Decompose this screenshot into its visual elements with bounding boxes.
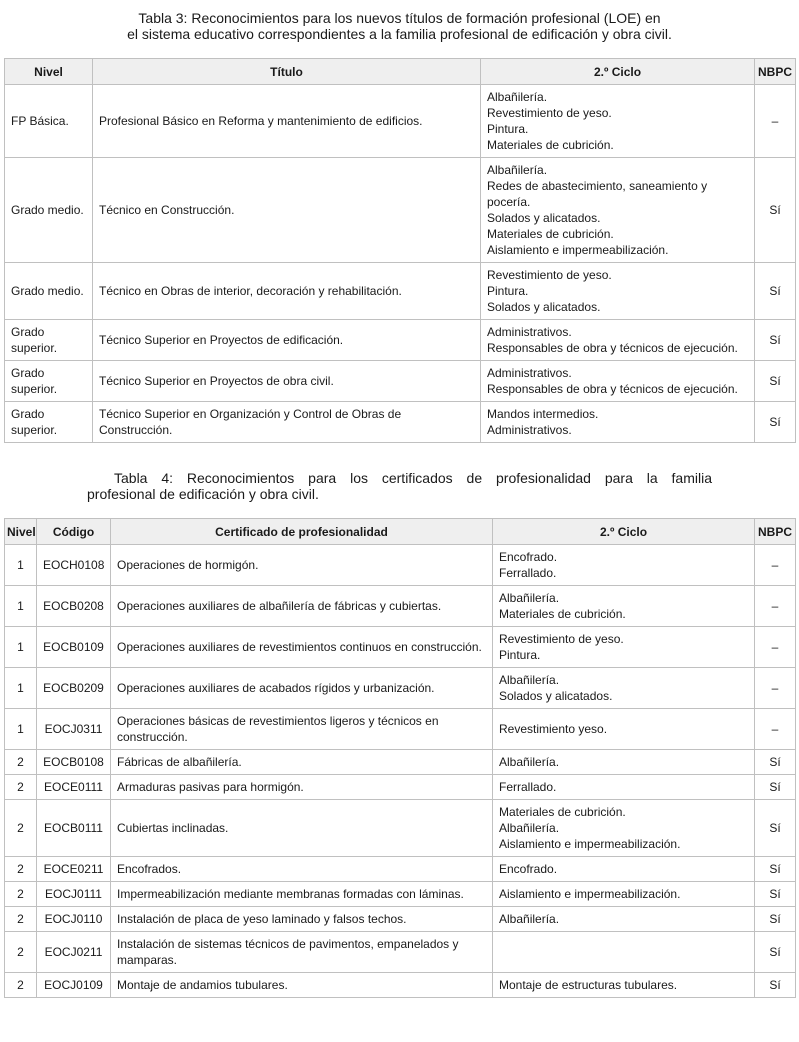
nbpc-cell: Sí xyxy=(755,750,796,775)
nivel-cell: 2 xyxy=(5,932,37,973)
ciclo-line: Montaje de estructuras tubulares. xyxy=(499,978,678,992)
nivel-cell: Grado medio. xyxy=(5,158,93,263)
ciclo-line: Ferrallado. xyxy=(499,780,557,794)
codigo-cell: EOCJ0111 xyxy=(37,882,111,907)
nbpc-cell: Sí xyxy=(755,973,796,998)
ciclo-line: Mandos intermedios. xyxy=(487,407,599,421)
ciclo-line: Albañilería. xyxy=(499,591,560,605)
titulo-cell: Técnico en Construcción. xyxy=(93,158,481,263)
certificado-cell: Operaciones auxiliares de acabados rígidos y urbanización. xyxy=(111,668,493,709)
nbpc-cell: Sí xyxy=(755,361,796,402)
nbpc-cell: Sí xyxy=(755,158,796,263)
nivel-cell: 2 xyxy=(5,882,37,907)
ciclo-line: Albañilería. xyxy=(499,821,560,835)
codigo-cell: EOCB0109 xyxy=(37,627,111,668)
table-row xyxy=(5,750,796,775)
ciclo-line: Solados y alicatados. xyxy=(487,211,601,225)
certificado-cell: Instalación de placa de yeso laminado y falsos techos. xyxy=(111,907,493,932)
ciclo-cell xyxy=(493,750,755,775)
ciclo-line: Administrativos. xyxy=(487,423,572,437)
nivel-cell: 1 xyxy=(5,709,37,750)
titulo-cell: Técnico en Obras de interior, decoración y rehabilitación. xyxy=(93,263,481,320)
table-row xyxy=(5,775,796,800)
table4 xyxy=(4,518,796,998)
table-row xyxy=(5,668,796,709)
certificado-cell: Encofrados. xyxy=(111,857,493,882)
nivel-cell: 2 xyxy=(5,857,37,882)
ciclo-cell xyxy=(493,627,755,668)
table-row xyxy=(5,882,796,907)
ciclo-line: Aislamiento e impermeabilización. xyxy=(499,887,681,901)
nbpc-cell: Sí xyxy=(755,857,796,882)
nbpc-cell: – xyxy=(755,709,796,750)
certificado-cell: Impermeabilización mediante membranas formadas con láminas. xyxy=(111,882,493,907)
ciclo-cell xyxy=(493,668,755,709)
codigo-cell: EOCB0209 xyxy=(37,668,111,709)
table3-col-header-titulo: Título xyxy=(93,59,481,85)
nbpc-cell: Sí xyxy=(755,907,796,932)
ciclo-cell xyxy=(493,882,755,907)
table4-col-header-nivel: Nivel xyxy=(5,519,37,545)
codigo-cell: EOCJ0109 xyxy=(37,973,111,998)
certificado-cell: Fábricas de albañilería. xyxy=(111,750,493,775)
ciclo-line: Revestimiento de yeso. xyxy=(487,268,612,282)
nbpc-cell: – xyxy=(755,627,796,668)
ciclo-cell xyxy=(493,586,755,627)
nbpc-cell: – xyxy=(755,545,796,586)
nivel-cell: Grado medio. xyxy=(5,263,93,320)
table4-col-header-certificado: Certificado de profesionalidad xyxy=(111,519,493,545)
codigo-cell: EOCE0111 xyxy=(37,775,111,800)
nbpc-cell: Sí xyxy=(755,882,796,907)
codigo-cell: EOCB0108 xyxy=(37,750,111,775)
table4-col-header-codigo: Código xyxy=(37,519,111,545)
ciclo-line: Albañilería. xyxy=(499,673,560,687)
table-row xyxy=(5,361,796,402)
ciclo-line: Materiales de cubrición. xyxy=(499,805,626,819)
nivel-cell: 2 xyxy=(5,750,37,775)
certificado-cell: Operaciones auxiliares de revestimientos continuos en construcción. xyxy=(111,627,493,668)
ciclo-line: Administrativos. xyxy=(487,325,572,339)
table-row xyxy=(5,709,796,750)
ciclo-line: Ferrallado. xyxy=(499,566,557,580)
table-row xyxy=(5,158,796,263)
codigo-cell: EOCJ0311 xyxy=(37,709,111,750)
nbpc-cell: Sí xyxy=(755,320,796,361)
table-row xyxy=(5,800,796,857)
table3-caption-line-2: el sistema educativo correspondientes a la familia profesional de edificación y obra civil. xyxy=(127,26,672,42)
certificado-cell: Cubiertas inclinadas. xyxy=(111,800,493,857)
table-row xyxy=(5,320,796,361)
table3 xyxy=(4,58,796,443)
ciclo-line: Albañilería. xyxy=(499,912,560,926)
nbpc-cell: Sí xyxy=(755,800,796,857)
nbpc-cell: – xyxy=(755,586,796,627)
ciclo-cell xyxy=(493,775,755,800)
nbpc-cell: Sí xyxy=(755,263,796,320)
ciclo-line: Aislamiento e impermeabilización. xyxy=(487,243,669,257)
ciclo-line: Materiales de cubrición. xyxy=(499,607,626,621)
nivel-cell: 2 xyxy=(5,800,37,857)
titulo-cell: Técnico Superior en Proyectos de obra civil. xyxy=(93,361,481,402)
table3-header-row xyxy=(5,59,796,85)
nivel-cell: FP Básica. xyxy=(5,85,93,158)
titulo-cell: Técnico Superior en Proyectos de edificación. xyxy=(93,320,481,361)
ciclo-line: Albañilería. xyxy=(499,755,560,769)
ciclo-line: Revestimiento de yeso. xyxy=(499,632,624,646)
table-row xyxy=(5,263,796,320)
ciclo-line: Materiales de cubrición. xyxy=(487,138,614,152)
codigo-cell: EOCH0108 xyxy=(37,545,111,586)
ciclo-cell xyxy=(493,973,755,998)
ciclo-line: Administrativos. xyxy=(487,366,572,380)
table4-caption xyxy=(87,470,712,502)
table4-caption-line-1: Tabla 4: Reconocimientos para los certificados de profesionalidad para la familia xyxy=(114,470,712,486)
nbpc-cell: – xyxy=(755,668,796,709)
table4-col-header-nbpc: NBPC xyxy=(755,519,796,545)
ciclo-line: Pintura. xyxy=(499,648,541,662)
ciclo-line: Albañilería. xyxy=(487,90,548,104)
ciclo-cell xyxy=(493,545,755,586)
ciclo-line: Albañilería. xyxy=(487,163,548,177)
table3-col-header-ciclo: 2.º Ciclo xyxy=(481,59,755,85)
table-row xyxy=(5,586,796,627)
ciclo-line: Materiales de cubrición. xyxy=(487,227,614,241)
nivel-cell: Grado superior. xyxy=(5,320,93,361)
ciclo-cell xyxy=(481,320,755,361)
ciclo-line: Encofrado. xyxy=(499,550,558,564)
table-row xyxy=(5,402,796,443)
table3-caption-line-1: Tabla 3: Reconocimientos para los nuevos títulos de formación profesional (LOE) en xyxy=(138,10,661,26)
nivel-cell: 2 xyxy=(5,907,37,932)
certificado-cell: Montaje de andamios tubulares. xyxy=(111,973,493,998)
table3-col-header-nbpc: NBPC xyxy=(755,59,796,85)
certificado-cell: Instalación de sistemas técnicos de pavimentos, empanelados y mamparas. xyxy=(111,932,493,973)
nbpc-cell: – xyxy=(755,85,796,158)
ciclo-line: Revestimiento de yeso. xyxy=(487,106,612,120)
nbpc-cell: Sí xyxy=(755,932,796,973)
ciclo-cell xyxy=(493,800,755,857)
codigo-cell: EOCB0111 xyxy=(37,800,111,857)
table-row xyxy=(5,627,796,668)
table-row xyxy=(5,85,796,158)
table-row xyxy=(5,857,796,882)
ciclo-cell xyxy=(481,158,755,263)
nivel-cell: 1 xyxy=(5,545,37,586)
codigo-cell: EOCJ0211 xyxy=(37,932,111,973)
ciclo-line: Solados y alicatados. xyxy=(499,689,613,703)
titulo-cell: Técnico Superior en Organización y Control de Obras de Construcción. xyxy=(93,402,481,443)
ciclo-cell xyxy=(493,857,755,882)
ciclo-cell xyxy=(493,709,755,750)
table3-col-header-nivel: Nivel xyxy=(5,59,93,85)
table-row xyxy=(5,973,796,998)
ciclo-cell xyxy=(481,402,755,443)
ciclo-cell xyxy=(493,932,755,973)
ciclo-cell xyxy=(481,263,755,320)
ciclo-cell xyxy=(481,85,755,158)
nivel-cell: Grado superior. xyxy=(5,402,93,443)
ciclo-line: Solados y alicatados. xyxy=(487,300,601,314)
codigo-cell: EOCE0211 xyxy=(37,857,111,882)
table3-caption xyxy=(0,10,799,42)
nbpc-cell: Sí xyxy=(755,402,796,443)
certificado-cell: Operaciones auxiliares de albañilería de fábricas y cubiertas. xyxy=(111,586,493,627)
ciclo-line: Aislamiento e impermeabilización. xyxy=(499,837,681,851)
table-row xyxy=(5,932,796,973)
ciclo-line: Redes de abastecimiento, saneamiento y pocería. xyxy=(487,179,708,209)
table4-col-header-ciclo: 2.º Ciclo xyxy=(493,519,755,545)
ciclo-cell xyxy=(493,907,755,932)
table-row xyxy=(5,907,796,932)
ciclo-line: Pintura. xyxy=(487,284,529,298)
ciclo-line: Encofrado. xyxy=(499,862,558,876)
ciclo-cell xyxy=(481,361,755,402)
codigo-cell: EOCB0208 xyxy=(37,586,111,627)
nivel-cell: 1 xyxy=(5,668,37,709)
table4-header-row xyxy=(5,519,796,545)
document-page xyxy=(0,10,799,998)
nivel-cell: 2 xyxy=(5,775,37,800)
table4-caption-line-2: profesional de edificación y obra civil. xyxy=(87,486,319,502)
ciclo-line: Pintura. xyxy=(487,122,529,136)
nbpc-cell: Sí xyxy=(755,775,796,800)
codigo-cell: EOCJ0110 xyxy=(37,907,111,932)
nivel-cell: Grado superior. xyxy=(5,361,93,402)
certificado-cell: Operaciones básicas de revestimientos ligeros y técnicos en construcción. xyxy=(111,709,493,750)
certificado-cell: Operaciones de hormigón. xyxy=(111,545,493,586)
ciclo-line: Responsables de obra y técnicos de ejecución. xyxy=(487,382,738,396)
table-row xyxy=(5,545,796,586)
titulo-cell: Profesional Básico en Reforma y mantenimiento de edificios. xyxy=(93,85,481,158)
ciclo-line: Revestimiento yeso. xyxy=(499,722,608,736)
nivel-cell: 1 xyxy=(5,586,37,627)
ciclo-line: Responsables de obra y técnicos de ejecución. xyxy=(487,341,738,355)
nivel-cell: 1 xyxy=(5,627,37,668)
certificado-cell: Armaduras pasivas para hormigón. xyxy=(111,775,493,800)
nivel-cell: 2 xyxy=(5,973,37,998)
